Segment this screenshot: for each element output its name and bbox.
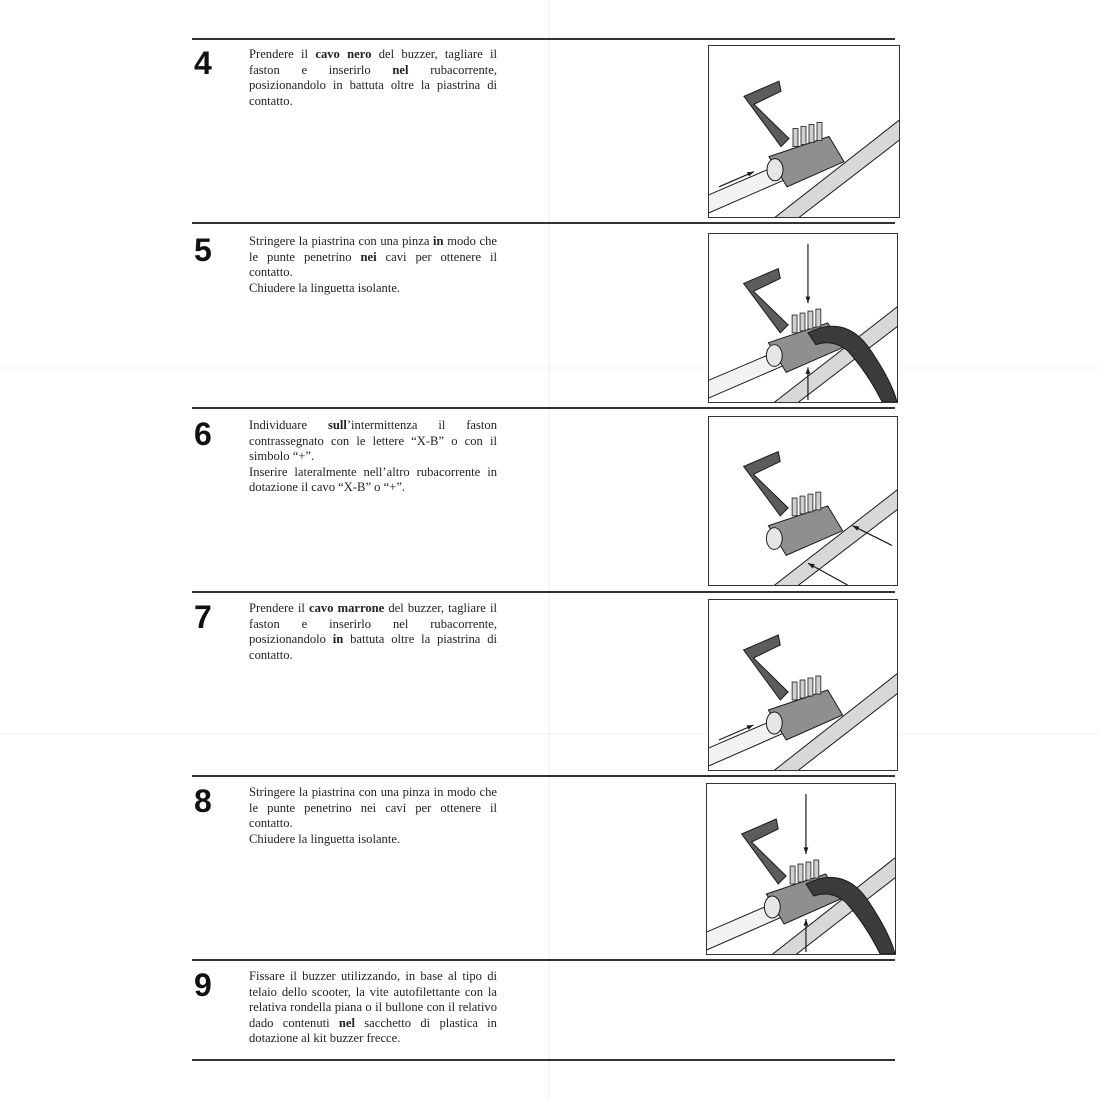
step-text-run: Prendere il [249, 601, 309, 615]
insulating-flap [744, 269, 789, 333]
arrow-head [806, 367, 811, 373]
step-text-run: in [332, 632, 344, 647]
insulating-flap [742, 819, 787, 884]
connector-drawing [709, 600, 897, 770]
contact-tooth [808, 494, 813, 512]
arrow-line [808, 563, 848, 585]
step-4-illustration [708, 45, 900, 218]
paper-fold-horizontal [0, 367, 1100, 369]
step-text-run: sacchetto di plastica in dotazione al kit buzzer frecce. [249, 1015, 497, 1046]
step-text-run: Fissare il buzzer utilizzando, in base al tipo di telaio dello scooter, la vite autofilettante con la relativa rondella piana o il bullone con il relativo dado contenuti [249, 969, 497, 1030]
connector-drawing [709, 234, 897, 402]
step-text-run: Individuare [249, 418, 328, 432]
step-text-run: modo che le punte penetrino [249, 234, 497, 264]
step-7-illustration [708, 599, 898, 771]
arrow-head [804, 847, 809, 854]
section-divider [192, 591, 895, 593]
step-text-run: Chiudere la linguetta isolante. [249, 280, 401, 295]
step-text-run: in [433, 234, 444, 248]
insulating-flap [744, 452, 789, 516]
contact-tooth [800, 313, 805, 331]
section-divider [192, 959, 895, 961]
connector-opening [766, 712, 782, 734]
contact-tooth [790, 866, 795, 884]
step-text-run: cavo nero [315, 47, 372, 61]
step-text-run: Inserire lateralmente nell’altro rubacorrente in dotazione il cavo “X-B” o “+”. [249, 464, 497, 495]
step-text-run: sull [327, 418, 347, 432]
step-text-run: Prendere il [249, 47, 316, 61]
connector-opening [764, 896, 780, 918]
connector-drawing [707, 784, 895, 954]
contact-tooth [792, 682, 797, 700]
step-text [249, 418, 497, 496]
contact-tooth [793, 128, 798, 146]
paper-fold-vertical [548, 0, 550, 1100]
step-6-illustration [708, 416, 898, 586]
contact-tooth [808, 678, 813, 696]
connector-drawing [709, 46, 899, 217]
pliers [806, 877, 895, 954]
step-number: 8 [194, 783, 212, 819]
contact-tooth [808, 311, 813, 329]
section-divider [192, 775, 895, 777]
connector-drawing [709, 417, 897, 585]
step-text [249, 47, 497, 109]
contact-tooth [792, 498, 797, 516]
contact-tooth [801, 126, 806, 144]
insulating-flap [744, 81, 789, 146]
step-number: 6 [194, 416, 212, 452]
step-text-run: cavi per ottenere il contatto. [249, 249, 497, 280]
contact-tooth [806, 862, 811, 880]
step-text-run: Chiudere la linguetta isolante. [249, 831, 401, 846]
paper-fold-horizontal [0, 733, 1100, 735]
step-text [249, 785, 497, 847]
step-number: 7 [194, 599, 212, 635]
step-text-run: nel [338, 1015, 355, 1030]
step-text-run: battuta oltre la piastrina di contatto. [249, 632, 497, 662]
contact-tooth [816, 492, 821, 510]
arrow-head [806, 297, 811, 303]
contact-tooth [817, 122, 822, 140]
insulating-flap [744, 635, 789, 700]
connector-opening [767, 159, 783, 181]
step-text [249, 969, 497, 1047]
step-text-run: Stringere la piastrina con una pinza in modo che le punte penetrino nei cavi per ottenere il contatto. [249, 785, 497, 831]
section-divider [192, 222, 895, 224]
connector-opening [766, 345, 782, 367]
section-divider [192, 407, 895, 409]
contact-tooth [798, 864, 803, 882]
step-text-run: rubacorrente, posizionandolo in battuta oltre la piastrina di contatto. [249, 62, 497, 108]
contact-tooth [816, 309, 821, 327]
step-text-run: del buzzer, tagliare il faston e inserirlo [249, 47, 497, 77]
step-number: 4 [194, 45, 212, 81]
step-number: 5 [194, 232, 212, 268]
contact-tooth [814, 860, 819, 878]
contact-tooth [800, 496, 805, 514]
contact-tooth [792, 315, 797, 333]
step-text-run: nel [392, 62, 409, 77]
step-number: 9 [194, 967, 212, 1003]
section-divider [192, 1059, 895, 1061]
contact-tooth [816, 676, 821, 694]
contact-tooth [800, 680, 805, 698]
step-text-run: cavo marrone [308, 601, 385, 615]
step-text [249, 234, 497, 296]
step-text [249, 601, 497, 663]
contact-tooth [809, 124, 814, 142]
step-text-run: del buzzer, tagliare il faston e inserirlo nel rubacorrente, posizionandolo [249, 601, 498, 647]
step-text-run: nei [360, 249, 377, 264]
step-5-illustration [708, 233, 898, 403]
arrow-head [804, 919, 809, 926]
section-divider [192, 38, 895, 40]
pliers [808, 326, 897, 402]
connector-opening [766, 528, 782, 550]
step-text-run: ’intermittenza il faston contrassegnato con le lettere “X-B” o con il simbolo “+”. [249, 418, 498, 464]
step-text-run: Stringere la piastrina con una pinza [249, 234, 434, 248]
step-8-illustration [706, 783, 896, 955]
